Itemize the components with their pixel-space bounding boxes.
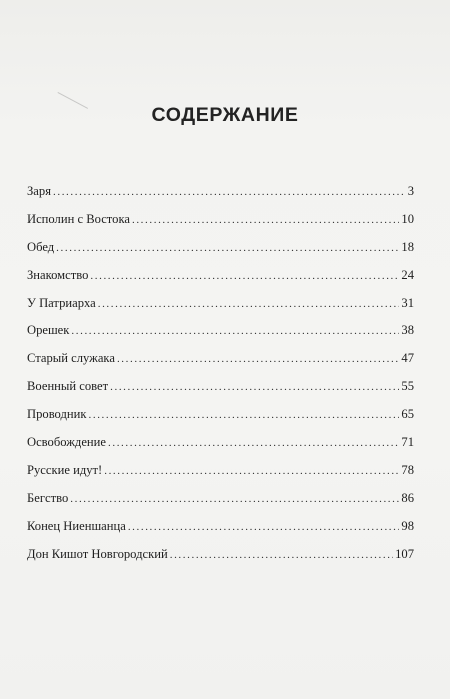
- toc-entry: [27, 211, 414, 239]
- toc-entry-title: Исполин с Востока: [27, 211, 130, 226]
- toc-entry: [27, 378, 414, 406]
- toc-dot-leader: [128, 519, 400, 535]
- toc-dot-leader: [71, 323, 399, 339]
- toc-entry: [27, 434, 414, 462]
- toc-entry: [27, 322, 414, 350]
- toc-entry: [27, 239, 414, 267]
- toc-entry: [27, 406, 414, 434]
- toc-entry-page: 71: [401, 435, 414, 450]
- toc-entry-title: Освобождение: [27, 435, 106, 450]
- toc-entry: [27, 267, 414, 295]
- toc-entry: [27, 350, 414, 378]
- toc-entry-title: У Патриарха: [27, 295, 96, 310]
- toc-dot-leader: [170, 547, 393, 563]
- toc-dot-leader: [110, 379, 399, 395]
- toc-entry-page: 55: [401, 379, 414, 394]
- toc-entry-title: Конец Ниеншанца: [27, 518, 126, 533]
- toc-entry: [27, 462, 414, 490]
- toc-entry-title: Дон Кишот Новгородский: [27, 546, 168, 561]
- toc-entry-page: 10: [401, 211, 414, 226]
- toc-entry-title: Бегство: [27, 490, 69, 505]
- toc-dot-leader: [89, 407, 400, 423]
- toc-entry: [27, 295, 414, 323]
- toc-entry-page: 3: [407, 184, 414, 198]
- toc-dot-leader: [53, 184, 406, 200]
- toc-entry-title: Знакомство: [27, 267, 89, 282]
- toc-entry-page: 86: [401, 490, 414, 505]
- toc-entry-title: Заря: [27, 184, 51, 198]
- toc-dot-leader: [98, 296, 400, 312]
- toc-dot-leader: [70, 491, 399, 507]
- toc-entry: [27, 183, 414, 211]
- toc-entry-page: 47: [401, 351, 414, 366]
- toc-dot-leader: [117, 351, 399, 367]
- toc-entry-title: Старый служака: [27, 351, 115, 366]
- toc-entry-page: 65: [401, 407, 414, 422]
- toc-entry-title: Обед: [27, 239, 55, 254]
- toc-entry: [27, 546, 414, 574]
- page-title: СОДЕРЖАНИЕ: [151, 104, 299, 126]
- toc-entry-title: Орешек: [27, 323, 70, 338]
- toc-entry-title: Проводник: [27, 407, 87, 422]
- toc-entry-page: 18: [401, 239, 414, 254]
- toc-entry-title: Военный совет: [27, 379, 109, 394]
- toc-entry: [27, 490, 414, 518]
- toc-entry-page: 38: [401, 323, 414, 338]
- table-of-contents: [27, 183, 414, 573]
- toc-entry-page: 107: [395, 546, 414, 561]
- toc-entry-title: Русские идут!: [27, 462, 103, 477]
- toc-entry-page: 24: [401, 267, 414, 282]
- toc-dot-leader: [90, 268, 399, 284]
- toc-dot-leader: [56, 240, 399, 256]
- toc-entry: [27, 518, 414, 546]
- toc-entry-page: 78: [401, 462, 414, 477]
- toc-entry-page: 31: [401, 295, 414, 310]
- toc-dot-leader: [108, 435, 399, 451]
- toc-entry-page: 98: [401, 518, 414, 533]
- toc-dot-leader: [132, 212, 399, 228]
- toc-dot-leader: [104, 463, 399, 479]
